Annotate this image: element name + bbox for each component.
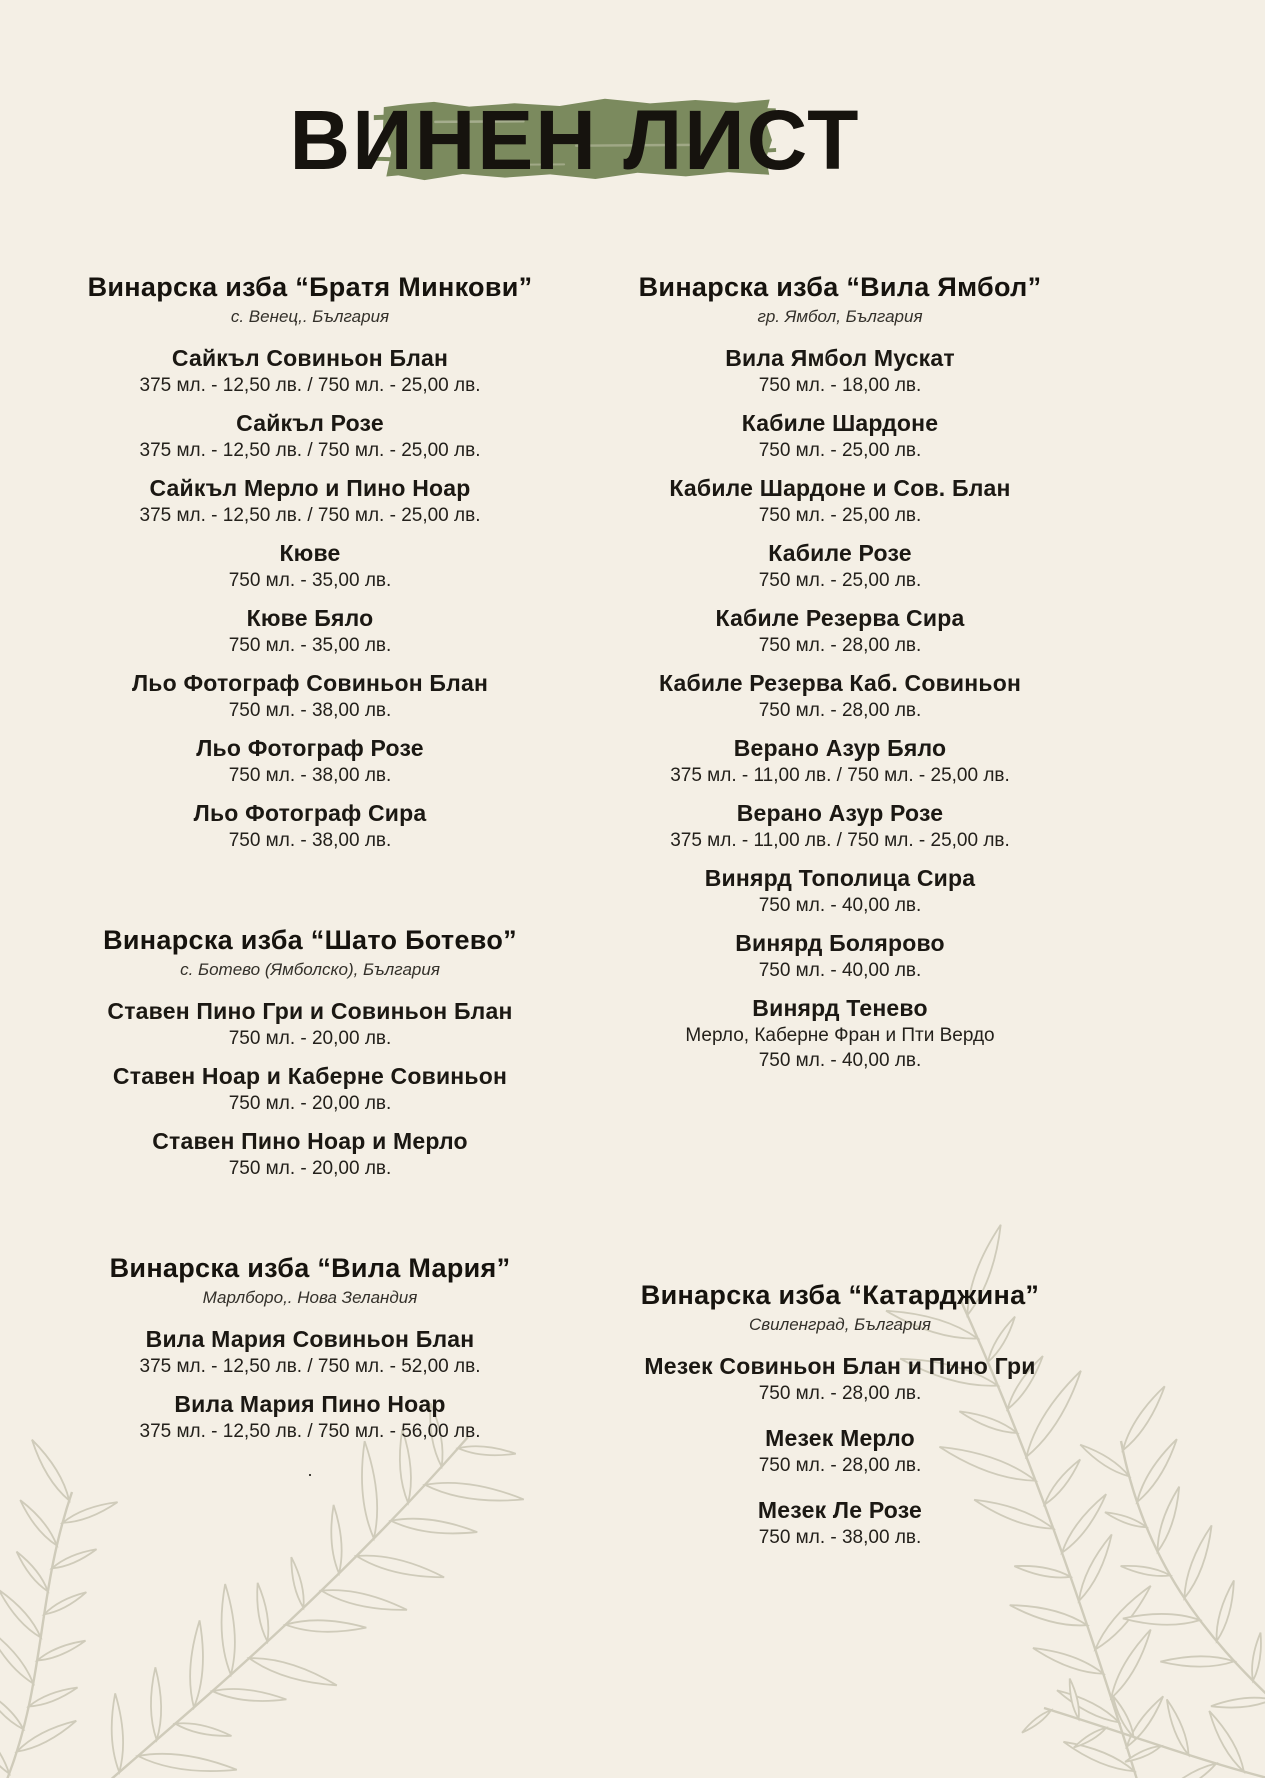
wine-price: 750 мл. - 38,00 лв. [228, 700, 392, 721]
wine-price: 750 мл. - 40,00 лв. [758, 960, 922, 981]
wine-list [575, 1351, 1105, 1550]
wine-name: Вила Мария Пино Ноар [174, 1391, 446, 1417]
winery-section [45, 923, 575, 1181]
winery-location: Марлборо,. Нова Зеландия [202, 1288, 418, 1307]
wine-price: 375 мл. - 12,50 лв. / 750 мл. - 25,00 лв. [139, 375, 481, 396]
wine-item [575, 928, 1105, 983]
wine-name: Вила Ямбол Мускат [725, 345, 955, 371]
wine-name: Вила Мария Совиньон Блан [145, 1326, 475, 1352]
winery-name: Винарска изба “Братя Минкови” [87, 272, 533, 302]
wine-name: Ставен Ноар и Каберне Совиньон [112, 1063, 508, 1089]
footnote-dot: . [307, 1460, 313, 1480]
wine-name: Мезек Мерло [765, 1425, 915, 1451]
wine-item [45, 668, 575, 723]
wine-item [45, 343, 575, 398]
wine-price: 750 мл. - 35,00 лв. [228, 570, 392, 591]
wine-list [575, 343, 1105, 1073]
wine-item [575, 1351, 1105, 1406]
winery-name: Винарска изба “Шато Ботево” [103, 925, 517, 955]
wine-price: 750 мл. - 25,00 лв. [758, 440, 922, 461]
winery-location: с. Ботево (Ямболско), България [180, 960, 440, 979]
wine-note: Мерло, Каберне Фран и Пти Вердо [685, 1025, 995, 1046]
wine-name: Винярд Болярово [735, 930, 945, 956]
wine-item [575, 473, 1105, 528]
wine-item [45, 1061, 575, 1116]
wine-item [45, 1324, 575, 1379]
wine-price: 750 мл. - 28,00 лв. [758, 1455, 922, 1476]
wine-price: 750 мл. - 28,00 лв. [758, 700, 922, 721]
wine-name: Льо Фотограф Совиньон Блан [131, 670, 489, 696]
page-title: ВИНЕН ЛИСТ [289, 93, 861, 187]
wine-name: Кабиле Резерва Каб. Совиньон [658, 670, 1022, 696]
winery-location: Свиленград, България [749, 1315, 931, 1334]
wine-item [575, 408, 1105, 463]
wine-name: Кюве [279, 540, 341, 566]
wine-list [45, 996, 575, 1181]
wine-item [575, 798, 1105, 853]
winery-name: Винарска изба “Катарджина” [640, 1280, 1040, 1310]
wine-item [45, 473, 575, 528]
wine-price: 750 мл. - 20,00 лв. [228, 1028, 392, 1049]
wine-name: Кюве Бяло [246, 605, 374, 631]
wine-name: Верано Азур Розе [736, 800, 944, 826]
wine-price: 375 мл. - 12,50 лв. / 750 мл. - 52,00 лв. [139, 1356, 481, 1377]
wine-item [575, 668, 1105, 723]
wine-price: 750 мл. - 25,00 лв. [758, 505, 922, 526]
winery-section [45, 1251, 575, 1480]
wine-name: Ставен Пино Ноар и Мерло [152, 1128, 468, 1154]
wine-price: 750 мл. - 25,00 лв. [758, 570, 922, 591]
wine-name: Сайкъл Розе [236, 410, 384, 436]
wine-item [575, 538, 1105, 593]
wine-price: 750 мл. - 38,00 лв. [228, 765, 392, 786]
wine-name: Мезек Ле Розе [757, 1497, 923, 1523]
wine-name: Верано Азур Бяло [733, 735, 947, 761]
winery-section [45, 270, 575, 853]
winery-name: Винарска изба “Вила Ямбол” [638, 272, 1042, 302]
wine-item [45, 1126, 575, 1181]
wine-name: Винярд Тенево [752, 995, 928, 1021]
wine-name: Кабиле Шардоне [741, 410, 939, 436]
wine-price: 750 мл. - 28,00 лв. [758, 635, 922, 656]
wine-name: Сайкъл Мерло и Пино Ноар [149, 475, 471, 501]
wine-name: Кабиле Резерва Сира [715, 605, 965, 631]
page-header [45, 88, 1105, 200]
wine-item [45, 603, 575, 658]
wine-item [45, 408, 575, 463]
wine-price: 750 мл. - 38,00 лв. [228, 830, 392, 851]
wine-name: Винярд Тополица Сира [704, 865, 976, 891]
wine-price: 750 мл. - 35,00 лв. [228, 635, 392, 656]
wine-name: Льо Фотограф Сира [193, 800, 427, 826]
wine-price: 750 мл. - 28,00 лв. [758, 1383, 922, 1404]
wine-price: 375 мл. - 11,00 лв. / 750 мл. - 25,00 лв. [670, 830, 1010, 851]
wine-price: 375 мл. - 12,50 лв. / 750 мл. - 25,00 лв. [139, 505, 481, 526]
wine-price: 750 мл. - 40,00 лв. [758, 895, 922, 916]
wine-price: 375 мл. - 11,00 лв. / 750 мл. - 25,00 лв. [670, 765, 1010, 786]
wine-item [575, 863, 1105, 918]
wine-name: Льо Фотограф Розе [196, 735, 424, 761]
wine-list [45, 1324, 575, 1444]
wine-name: Кабиле Розе [768, 540, 912, 566]
wine-name: Сайкъл Совиньон Блан [171, 345, 449, 371]
wine-item [575, 993, 1105, 1073]
wine-item [575, 733, 1105, 788]
wine-item [575, 603, 1105, 658]
menu-columns [45, 270, 1105, 1567]
wine-item [45, 538, 575, 593]
wine-item [45, 996, 575, 1051]
wine-item [45, 798, 575, 853]
wine-item [575, 1423, 1105, 1478]
winery-section [575, 270, 1105, 1073]
menu-column-left [45, 270, 575, 1567]
menu-column-right [575, 270, 1105, 1567]
wine-price: 750 мл. - 18,00 лв. [758, 375, 922, 396]
wine-name: Кабиле Шардоне и Сов. Блан [669, 475, 1011, 501]
winery-name: Винарска изба “Вила Мария” [109, 1253, 511, 1283]
wine-price: 375 мл. - 12,50 лв. / 750 мл. - 56,00 лв. [139, 1421, 481, 1442]
winery-location: с. Венец,. България [230, 307, 390, 326]
wine-price: 750 мл. - 40,00 лв. [758, 1050, 922, 1071]
wine-item [45, 1389, 575, 1444]
winery-location: гр. Ямбол, България [757, 307, 923, 326]
winery-section [575, 1278, 1105, 1550]
wine-price: 750 мл. - 20,00 лв. [228, 1158, 392, 1179]
wine-price: 750 мл. - 38,00 лв. [758, 1527, 922, 1548]
wine-item [575, 1495, 1105, 1550]
wine-name: Мезек Совиньон Блан и Пино Гри [644, 1353, 1036, 1379]
wine-list [45, 343, 575, 853]
wine-name: Ставен Пино Гри и Совиньон Блан [107, 998, 513, 1024]
wine-item [575, 343, 1105, 398]
wine-price: 750 мл. - 20,00 лв. [228, 1093, 392, 1114]
wine-item [45, 733, 575, 788]
wine-price: 375 мл. - 12,50 лв. / 750 мл. - 25,00 лв. [139, 440, 481, 461]
